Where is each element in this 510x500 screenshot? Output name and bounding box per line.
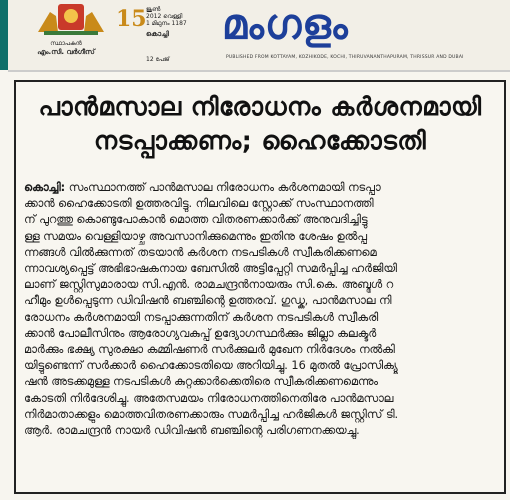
body-line: മാർക്കും ഭക്ഷ്യ സുരക്ഷാ കമ്മിഷണർ സർക്കുലർ മുഖേന നിർദേശം നൽകി [24, 343, 395, 357]
headline-line-2: നടപ്പാക്കണം; ഹൈക്കോടതി [93, 126, 427, 155]
page-count: 12 പേജ് [146, 56, 170, 63]
publisher-role: സ്ഥാപകൻ [50, 40, 82, 47]
body-line: ന്നങ്ങൾ വിൽക്കുന്നത് തടയാൻ കർശന നടപടികൾ സ്വീകരിക്കണമെ [24, 245, 377, 259]
place-label: കൊച്ചി [146, 30, 169, 38]
publisher-block [26, 40, 106, 56]
body-line [24, 180, 498, 196]
publisher-name: എം.സി. വർഗീസ് [37, 48, 95, 56]
body-text: സംസ്ഥാനത്ത് പാൻമസാല നിരോധനം കർശനമായി നടപ്പാ [68, 181, 381, 194]
body-line: ക്കാൻ ഹൈക്കോടതി ഉത്തരവിട്ടു. നിലവിലെ സ്റ്റോക്ക് സംസ്ഥാനത്തി [24, 197, 374, 211]
body-line: ആർ. രാമചന്ദ്രൻ നായർ ഡിവിഷൻ ബഞ്ചിന്റെ പരിഗണനക്കയച്ചു. [24, 424, 360, 438]
dateline: കൊച്ചി: [24, 181, 66, 194]
state-emblem-icon [36, 2, 106, 36]
newspaper-logo: മംഗളം [222, 0, 349, 50]
page-number: 15 [116, 6, 147, 32]
body-line: ള്ള സമയം വെള്ളിയാഴ്ച അവസാനിക്കുമെന്നും ഇതിനു ശേഷം ഉൽപ്പ [24, 229, 367, 243]
date-line: 1 മിഥുനം 1187 [146, 20, 187, 27]
date-line: 2012 വെള്ളി [146, 13, 183, 20]
date-block [146, 6, 187, 38]
masthead-divider [8, 70, 510, 72]
editions-line: PUBLISHED FROM KOTTAYAM, KOZHIKODE, KOCHI, THIRUVANANTHAPURAM, THRISSUR AND DUBAI [226, 55, 464, 60]
article-body [24, 180, 498, 439]
brand-strip [0, 0, 8, 70]
body-line: ന്നാവശ്യപ്പെട്ട് അഭിഭാഷകനായ ബേസിൽ അട്ടിപ്പേറ്റി സമർപ്പിച്ച ഹർജിയി [24, 262, 397, 276]
body-line: ഷൻ അടക്കമുള്ള നടപടികൾ കുറ്റക്കാർക്കെതിരെ സ്വീകരിക്കണമെന്നും [24, 375, 379, 389]
headline [16, 90, 504, 158]
body-line: നിർമാതാക്കളും മൊത്തവിതരണക്കാരും സമർപ്പിച്ച ഹർജികൾ ജസ്റ്റിസ് ടി. [24, 407, 399, 421]
body-line: ലാണ് ജസ്റ്റിസുമാരായ സി.എൻ. രാമചന്ദ്രൻനായരും സി.കെ. അബ്ദുൾ റ [24, 278, 394, 292]
date-line: ജൂൺ [146, 6, 161, 13]
body-line: രോധനം കർശനമായി നടപ്പാക്കുന്നതിന് കർശന നടപടികൾ സ്വീകരി [24, 310, 379, 324]
headline-line-1: പാൻമസാല നിരോധനം കർശനമായി [38, 92, 482, 121]
body-line: ക്കാൻ പോലീസിനും ആരോഗ്യവകുപ്പ് ഉദ്യോഗസ്ഥർക്കും ജില്ലാ കലക്ടർ [24, 326, 377, 340]
body-line: യിട്ടുണ്ടെന്ന് സർക്കാർ ഹൈക്കോടതിയെ അറിയിച്ചു. 16 മുതൽ പ്രോസിക്യൂ [24, 359, 398, 373]
body-line: ന് പുറത്തു കൊണ്ടുപോകാൻ മൊത്ത വിതരണക്കാർക്ക് അനുവദിച്ചിട്ടു [24, 213, 368, 227]
body-line: കോടതി നിർദേശിച്ചു. അതേസമയം നിരോധനത്തിനെതിരേ പാൻമസാല [24, 391, 394, 405]
body-line: ഹീമും ഉൾപ്പെടുന്ന ഡിവിഷൻ ബഞ്ചിന്റെ ഉത്തരവ്. ഗുഡ്ക, പാൻമസാല നി [24, 294, 392, 308]
news-article [14, 80, 506, 494]
